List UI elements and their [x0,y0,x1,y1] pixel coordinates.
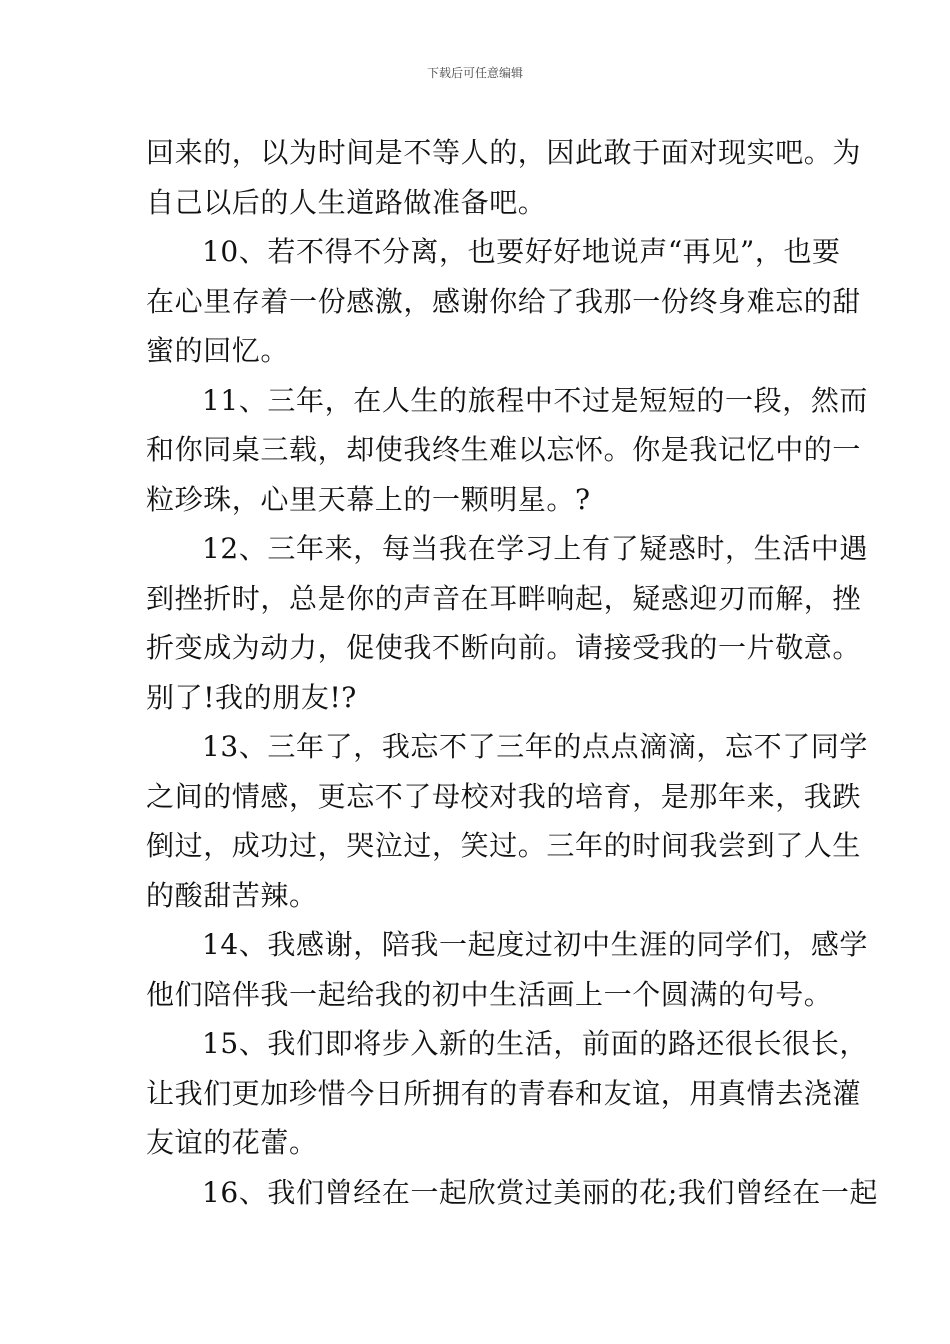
paragraph [146,524,869,722]
paragraph [146,920,869,1019]
text-line: 别了!我的朋友!? [146,680,357,714]
text-line: 11、三年，在人生的旅程中不过是短短的一段，然而 [202,383,869,417]
paragraph [146,227,862,376]
text-line: 14、我感谢，陪我一起度过初中生涯的同学们，感学 [202,928,869,961]
text-line: 让我们更加珍惜今日所拥有的青春和友谊，用真情去浇灌 [146,1076,862,1110]
text-line: 蜜的回忆。 [146,334,290,367]
text-line: 和你同桌三载，却使我终生难以忘怀。你是我记忆中的一 [146,433,862,466]
text-line: 12、三年来，每当我在学习上有了疑惑时，生活中遇 [202,532,869,565]
text-line: 回来的，以为时间是不等人的，因此敢于面对现实吧。为 [146,136,862,169]
page-header: 下载后可任意编辑 [426,66,523,80]
text-line: 友谊的花蕾。 [146,1126,318,1159]
text-line: 之间的情感，更忘不了母校对我的培育，是那年来，我跌 [146,779,862,813]
text-line: 倒过，成功过，哭泣过，笑过。三年的时间我尝到了人生 [146,829,862,862]
text-line: 折变成为动力，促使我不断向前。请接受我的一片敬意。 [146,631,862,664]
text-line: 到挫折时，总是你的声音在耳畔响起，疑惑迎刃而解，挫 [146,581,862,615]
text-line: 15、我们即将步入新的生活，前面的路还很长很长， [202,1027,869,1060]
text-line: 在心里存着一份感激，感谢你给了我那一份终身难忘的甜 [146,284,862,318]
paragraph [146,1019,869,1168]
text-line: 自己以后的人生道路做准备吧。 [146,185,547,219]
paragraph [146,376,869,525]
paragraph [146,1168,879,1218]
text-line: 他们陪伴我一起给我的初中生活画上一个圆满的句号。 [146,977,833,1011]
paragraph [146,128,862,227]
text-line: 的酸甜苦辣。 [146,878,318,912]
document-body [146,128,879,1217]
text-line: 10、若不得不分离，也要好好地说声“再见”，也要 [202,235,841,268]
paragraph [146,722,869,920]
text-line: 13、三年了，我忘不了三年的点点滴滴，忘不了同学 [202,730,869,763]
text-line: 16、我们曾经在一起欣赏过美丽的花;我们曾经在一起 [202,1175,879,1209]
text-line: 粒珍珠，心里天幕上的一颗明星。? [146,482,591,516]
